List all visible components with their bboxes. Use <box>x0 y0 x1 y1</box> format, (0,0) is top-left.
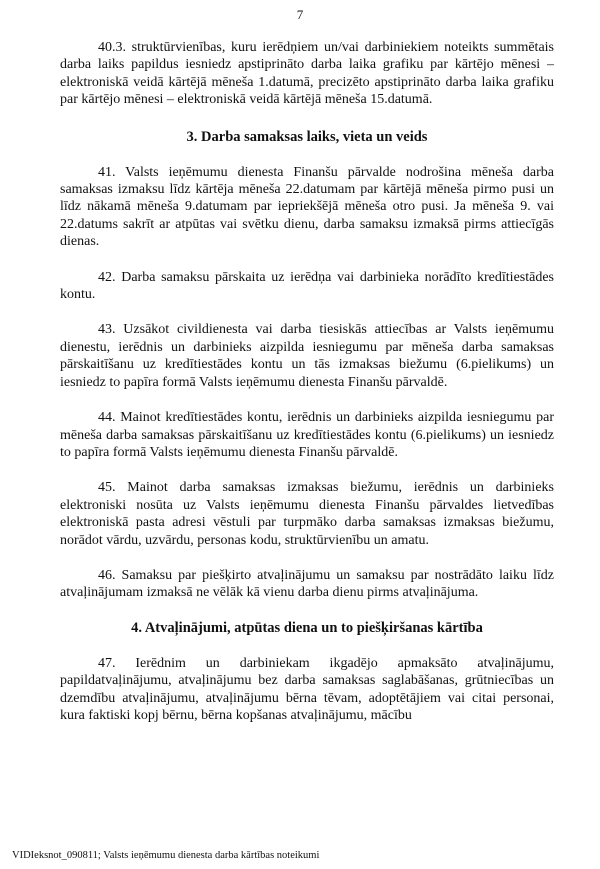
paragraph-42: 42. Darba samaksu pārskaita uz ierēdņa vai darbinieka norādīto kredītiestādes kontu. <box>60 269 554 303</box>
paragraph-40-3: 40.3. struktūrvienības, kuru ierēdņiem un/vai darbiniekiem noteikts summētais darba laiks papildus iesniedz apstiprināto darba laika grafiku par kārtējo mēnesi – elektroniskā veidā kārtējā mēneša 1.datumā, precizēto apstiprināto darba laika grafiku par kārtējo mēnesi – elektroniskā veidā kārtējā mēneša 15.datumā. <box>60 40 554 108</box>
document-body <box>60 39 554 742</box>
paragraph-46: 46. Samaksu par piešķirto atvaļinājumu un samaksu par nostrādāto laiku līdz atvaļinājumam izmaksā ne vēlāk kā vienu darba dienu pirms atvaļinājuma. <box>60 567 554 601</box>
paragraph-47: 47. Ierēdnim un darbiniekam ikgadējo apmaksāto atvaļinājumu, papildatvaļinājumu, atvaļinājumu bez darba samaksas saglabāšanas, grūtniecības un dzemdību atvaļinājumu, atvaļinājumu bērna tēvam, adoptētājiem vai citai personai, kura faktiski kopj bērnu, bērna kopšanas atvaļinājumu, mācību <box>60 655 554 723</box>
paragraph-41: 41. Valsts ieņēmumu dienesta Finanšu pārvalde nodrošina mēneša darba samaksas izmaksu līdz kārtēja mēneša 22.datumam par kārtējā mēneša pirmo pusi un līdz nākamā mēneša 9.datumam par iepriekšējā mēneša otro pusi. Ja mēneša 9. vai 22.datums sakrīt ar atpūtas vai svētku dienu, darba samaksu izmaksā pirms attiecīgās dienas. <box>60 164 554 250</box>
paragraph-43: 43. Uzsākot civildienesta vai darba tiesiskās attiecības ar Valsts ieņēmumu dienestu, ierēdnis un darbinieks aizpilda iesniegumu par mēneša darba samaksas pārskaitīšanu uz kredītiestādes kontu un tās izmaksas biežumu (6.pielikums) un iesniedz to papīra formā Valsts ieņēmumu dienesta Finanšu pārvaldē. <box>60 322 554 390</box>
paragraph-44: 44. Mainot kredītiestādes kontu, ierēdnis un darbinieks aizpilda iesniegumu par mēneša darba samaksas pārskaitīšanu uz kredītiestādes kontu (6.pielikums) un iesniedz to papīra formā Valsts ieņēmumu dienesta Finanšu pārvaldē. <box>60 410 554 460</box>
section-heading-4: 4. Atvaļinājumi, atpūtas diena un to piešķiršanas kārtība <box>131 619 483 636</box>
section-heading-3: 3. Darba samaksas laiks, vieta un veids <box>186 128 428 145</box>
paragraph-45: 45. Mainot darba samaksas izmaksas biežumu, ierēdnis un darbinieks elektroniski nosūta uz Valsts ieņēmumu dienesta Finanšu pārvaldes lietvedības elektroniskā pasta adresi vēstuli par turpmāko darba samaksas izmaksas biežumu, norādot vārdu, uzvārdu, personas kodu, struktūrvienību un amatu. <box>60 480 554 548</box>
document-footer: VIDIeksnot_090811; Valsts ieņēmumu dienesta darba kārtības noteikumi <box>12 850 320 861</box>
page-number: 7 <box>296 7 304 22</box>
